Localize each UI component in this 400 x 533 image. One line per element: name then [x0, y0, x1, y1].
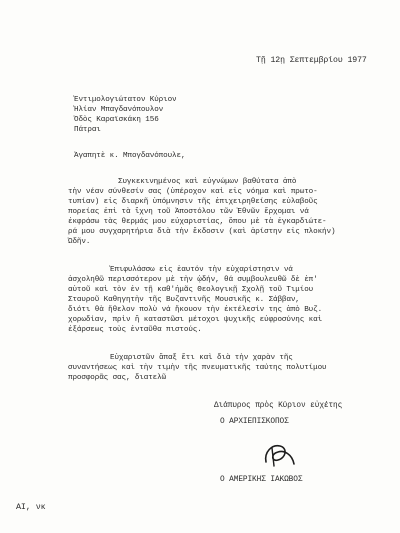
paragraph-line: προσφορᾶς σας, διατελῶ: [68, 374, 167, 382]
paragraph-line: πορείας ἐπὶ τὰ ἴχνη τοῦ Ἀποστόλου τῶν Ἐθνῶν ἔρχομαι νά: [68, 208, 309, 216]
sender-signature-name: Ο ΑΜΕΡΙΚΗΣ ΙΑΚΩΒΟΣ: [220, 476, 303, 484]
sender-title: Ο ΑΡΧΙΕΠΙΣΚΟΠΟΣ: [220, 418, 289, 426]
address-line: Ὁδὸς Καραϊσκάκη 156: [74, 116, 159, 124]
typist-initials: ΑΙ, νκ: [16, 502, 46, 512]
paragraph-line: ἐκφράσω τὰς θερμάς μου εὐχαριστίας, ὅπου μὲ τὰ ἐγκαρδιώτε-: [68, 218, 327, 226]
paragraph-line: χορωδίαν, πρὶν ἢ καταστῶσι μέτοχοι ψυχικῆς εὐφροσύνης καὶ: [68, 316, 323, 324]
letter-date: Τῇ 12ῃ Σεπτεμβρίου 1977: [256, 56, 367, 65]
paragraph-line: Συγκεκινημένος καὶ εὐγνώμων βαθύτατα ἀπὸ: [118, 178, 297, 186]
paragraph-line: ρά μου συγχαρητήρια διὰ τὴν ἔκδοσιν (καὶ ἀρίστην εἰς πλοκήν): [68, 228, 336, 236]
paragraph-line: αὐτοῦ καὶ τὸν ἐν τῇ καθ'ἡμᾶς Θεολογικῇ Σχολῇ τοῦ Τιμίου: [68, 286, 314, 294]
paragraph-line: Εὐχαριστῶν ἅπαξ ἔτι καὶ διὰ τὴν χαρὰν τῆς: [110, 354, 293, 362]
paragraph-line: συναντήσεως καὶ τὴν τιμὴν τῆς πνευματικῆς ταύτης πολυτίμου: [68, 364, 327, 372]
salutation: Ἀγαπητὲ κ. Μπογδανόπουλε,: [74, 152, 186, 160]
handwritten-signature: [258, 440, 300, 470]
paragraph-line: ἐξάρσεως τοὺς ἐνταῦθα πιστούς.: [68, 326, 202, 334]
closing-phrase: Διάπυρος πρὸς Κύριον εὐχέτης: [214, 402, 343, 410]
paragraph-line: τυπίαν) εἰς διαρκῆ ὑπόμνησιν τῆς ἐπιχειρηθείσης εὐλαβοῦς: [68, 198, 318, 206]
paragraph-line: τὴν νέαν σύνθεσίν σας (ὑπέροχον καὶ εἰς νόημα καὶ πρωτο-: [68, 188, 318, 196]
address-line: Πάτραι: [74, 126, 101, 134]
paragraph-line: διότι θὰ ἤθελον πολὺ νά ἤκουον τὴν ἐκτέλεσίν της ἀπὸ Βυζ.: [68, 306, 323, 314]
paragraph-line: Ἐπιφυλάσσω εἰς ἑαυτόν τὴν εὐχαρίστησιν νά: [110, 266, 293, 274]
paragraph-line: Σταυροῦ Καθηγητὴν τῆς Βυζαντινῆς Μουσικῆς κ. Σάββαν,: [68, 296, 300, 304]
paragraph-line: Ὠδῆν.: [68, 238, 91, 246]
paragraph-line: ἀσχοληθῶ περισσότερον μὲ τὴν ᾠδήν, θά συμβουλευθῶ δὲ ἐπ': [68, 276, 318, 284]
address-line: Ἠλίαν Μπαγδανόπουλον: [74, 106, 164, 114]
address-line: Ἐντιμολογιώτατον Κύριον: [74, 96, 177, 104]
